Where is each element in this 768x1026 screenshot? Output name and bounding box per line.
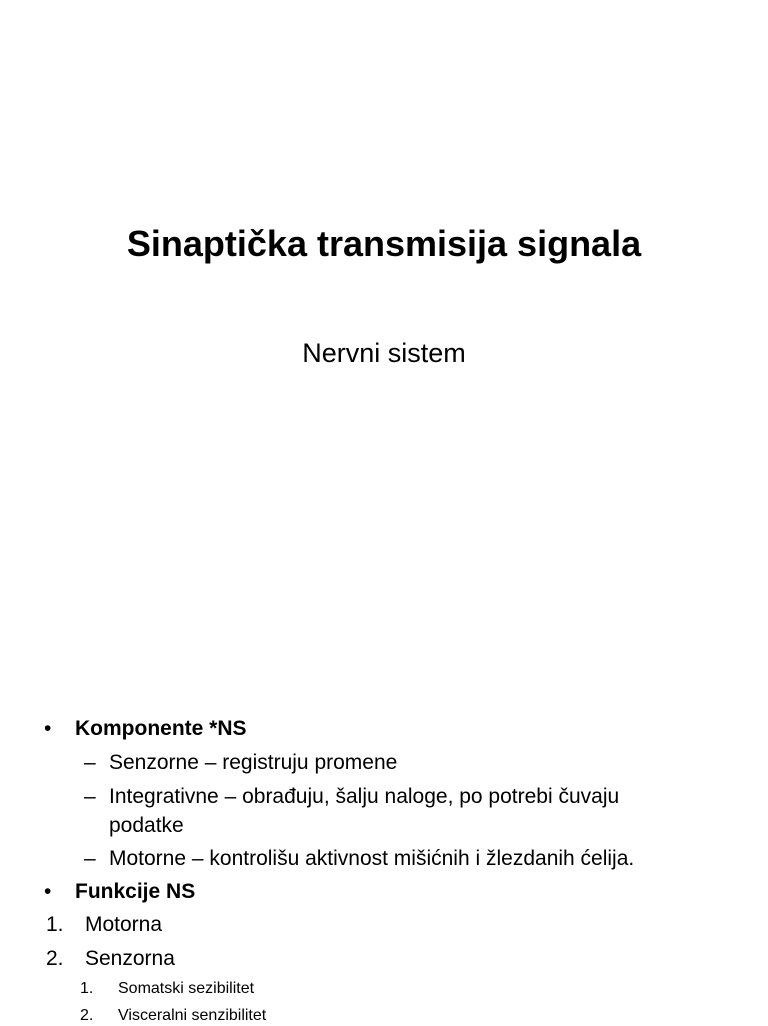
list-heading-functions: Funkcije NS — [75, 880, 196, 903]
slide-title: Sinaptička transmisija signala — [126, 223, 642, 264]
list-item-somatski: Somatski sezibilitet — [118, 980, 255, 997]
number-marker: 2. — [46, 947, 64, 970]
list-item-sensory: Senzorne – registruju promene — [109, 751, 398, 774]
dash-marker: – — [84, 847, 96, 870]
sub-number-marker: 2. — [80, 1007, 94, 1024]
list-item-integrative-continued: podatke — [109, 814, 184, 837]
number-marker: 1. — [46, 913, 64, 936]
slide-subtitle: Nervni sistem — [302, 338, 466, 368]
list-heading-components: Komponente *NS — [75, 717, 247, 740]
list-item-senzorna: Senzorna — [85, 947, 175, 970]
bullet-marker: • — [44, 717, 52, 740]
dash-marker: – — [84, 751, 96, 774]
list-item-visceralni: Visceralni senzibilitet — [118, 1007, 267, 1024]
bullet-marker: • — [44, 880, 52, 903]
list-item-motor: Motorne – kontrolišu aktivnost mišićnih i žlezdanih ćelija. — [109, 847, 635, 870]
sub-number-marker: 1. — [80, 980, 94, 997]
dash-marker: – — [84, 785, 96, 808]
list-item-motorna: Motorna — [85, 913, 163, 936]
list-item-integrative: Integrativne – obrađuju, šalju naloge, po potrebi čuvaju — [109, 785, 620, 808]
